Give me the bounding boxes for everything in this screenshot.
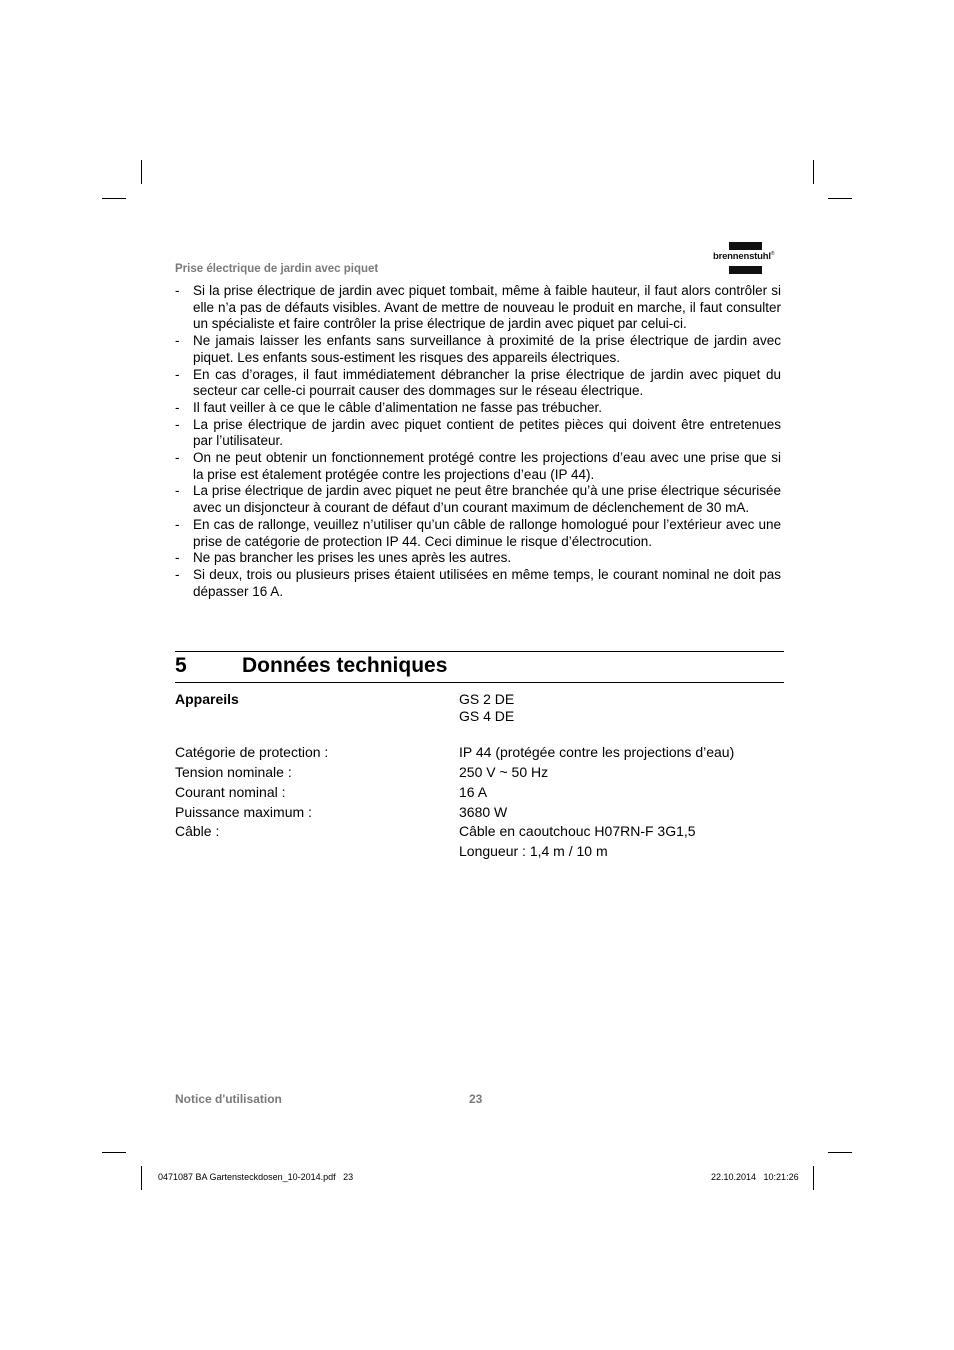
brand-logo [712, 242, 784, 276]
bullet-dash: - [175, 366, 180, 382]
spec-label: Courant nominal : [175, 784, 286, 800]
crop-mark [828, 198, 852, 199]
logo-word: brennenstuhl® [713, 251, 775, 263]
list-item: - En cas de rallonge, veuillez n’utiliser qu’un câble de rallonge homologué pour l’extérieur avec une prise de catégorie de protection IP 44. Ceci diminue le risque d’électrocution. [175, 516, 781, 549]
bullet-dash: - [175, 283, 180, 298]
spec-value: Câble en caoutchouc H07RN-F 3G1,5 [459, 823, 696, 839]
spec-value: 16 A [459, 784, 488, 800]
bullet-dash: - [175, 483, 180, 499]
bullet-dash: - [175, 333, 180, 349]
spec-value: 250 V ~ 50 Hz [459, 764, 549, 780]
list-item: - La prise électrique de jardin avec piquet contient de petites pièces qui doivent être entretenues par l’utilisateur. [175, 416, 781, 449]
section-heading [175, 651, 784, 683]
spec-value: IP 44 (protégée contre les projections d’eau) [459, 744, 735, 760]
print-timestamp: 22.10.2014 10:21:26 [711, 1172, 799, 1182]
crop-mark [141, 160, 142, 184]
safety-instructions-list [175, 283, 781, 600]
list-item: - Si la prise électrique de jardin avec piquet tombait, même à faible hauteur, il faut alors contrôler si elle n’a pas de défauts visibles. Avant de mettre de nouveau le produit en marche, il faut consulter un spécialiste et faire contrôler la prise électrique de jardin avec piquet par celui-ci. [175, 283, 781, 332]
logo-bar-top [729, 242, 762, 250]
spec-label: Catégorie de protection : [175, 744, 329, 760]
crop-mark [813, 1166, 814, 1190]
spec-value-model: GS 4 DE [459, 708, 515, 724]
crop-mark [813, 160, 814, 184]
spec-label: Tension nominale : [175, 764, 292, 780]
list-item: - Si deux, trois ou plusieurs prises étaient utilisées en même temps, le courant nominal ne doit pas dépasser 16 A. [175, 566, 781, 599]
spec-label-appareils: Appareils [175, 691, 239, 707]
print-file-info: 0471087 BA Gartensteckdosen_10-2014.pdf 23 [158, 1172, 354, 1182]
page-number: 23 [469, 1092, 483, 1106]
footer-title: Notice d'utilisation [175, 1092, 282, 1106]
list-item: - On ne peut obtenir un fonctionnement protégé contre les projections d’eau avec une prise que si la prise est étalement protégée contre les projections d’eau (IP 44). [175, 450, 781, 482]
crop-mark [102, 1152, 126, 1153]
crop-mark [141, 1166, 142, 1190]
section-number: 5 [175, 654, 187, 677]
spec-value: Longueur : 1,4 m / 10 m [459, 843, 608, 859]
crop-mark [102, 198, 126, 199]
crop-mark [828, 1152, 852, 1153]
list-item: - La prise électrique de jardin avec piquet ne peut être branchée qu’à une prise électrique sécurisée avec un disjoncteur à courant de défaut d’un courant maximum de déclenchement de 30 mA. [175, 483, 781, 516]
spec-value: 3680 W [459, 804, 508, 820]
logo-bar-bottom [729, 266, 762, 274]
running-header: Prise électrique de jardin avec piquet [175, 263, 379, 275]
bullet-dash: - [175, 416, 180, 432]
spec-label: Câble : [175, 823, 220, 839]
bullet-dash: - [175, 450, 180, 466]
bullet-dash: - [175, 550, 180, 566]
list-item: - Ne jamais laisser les enfants sans surveillance à proximité de la prise électrique de jardin avec piquet. Les enfants sous-estiment les risques des appareils électriques. [175, 333, 781, 365]
bullet-dash: - [175, 399, 180, 415]
list-item: - En cas d’orages, il faut immédiatement débrancher la prise électrique de jardin avec piquet du secteur car celle-ci pourrait causer des dommages sur le réseau électrique. [175, 366, 781, 399]
list-item: - Il faut veiller à ce que le câble d’alimentation ne fasse pas trébucher. [175, 399, 602, 415]
bullet-dash: - [175, 566, 180, 582]
spec-label: Puissance maximum : [175, 804, 312, 820]
section-title: Données techniques [242, 654, 448, 677]
spec-value-model: GS 2 DE [459, 691, 515, 707]
bullet-dash: - [175, 516, 180, 532]
list-item: - Ne pas brancher les prises les unes après les autres. [175, 550, 512, 566]
